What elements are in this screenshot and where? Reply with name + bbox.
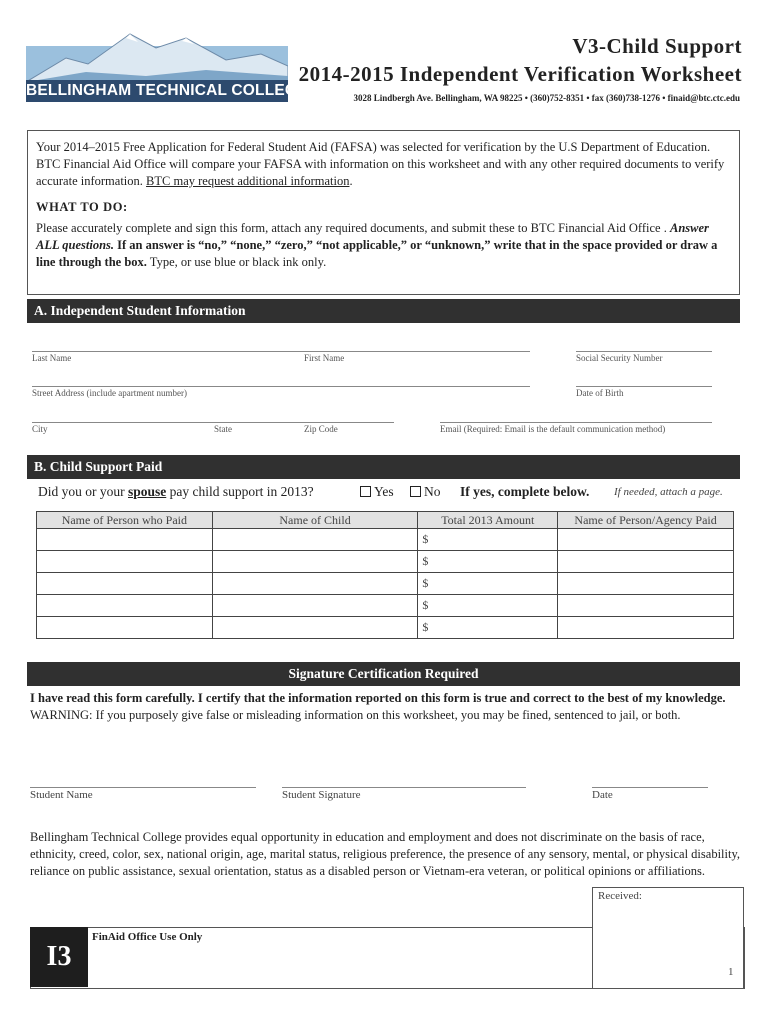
form-code-badge: I3	[30, 927, 88, 987]
last-name-label: Last Name	[32, 353, 72, 363]
student-name-label: Student Name	[30, 789, 93, 801]
state-label: State	[214, 424, 232, 434]
ssn-line[interactable]	[576, 351, 712, 352]
what-to-do-text: Please accurately complete and sign this form, attach any required documents, and submit these to BTC Financial Aid Office .	[36, 221, 670, 235]
column-header: Name of Person who Paid	[37, 512, 213, 529]
no-option[interactable]	[410, 484, 441, 500]
section-a-header: A. Independent Student Information	[27, 299, 740, 323]
child-name-cell[interactable]	[212, 551, 418, 573]
payer-name-cell[interactable]	[37, 617, 213, 639]
if-yes-instruction: If yes, complete below.	[460, 484, 590, 499]
table-row	[37, 551, 734, 573]
table-row	[37, 595, 734, 617]
ink-note: Type, or use blue or black ink only.	[146, 255, 327, 269]
answer-rules: If an answer is “no,” “none,” “zero,” “not applicable,” or “unknown,” write that in the space provided or draw a line through the box.	[36, 238, 718, 269]
office-use-label: FinAid Office Use Only	[92, 931, 203, 943]
payer-name-cell[interactable]	[37, 529, 213, 551]
office-address: 3028 Lindbergh Ave. Bellingham, WA 98225 • (360)752-8351 • fax (360)738-1276 • finaid@btc.ctc.edu	[353, 93, 740, 103]
intro-period: .	[349, 174, 353, 188]
agency-cell[interactable]	[558, 529, 734, 551]
received-label: Received:	[598, 890, 642, 902]
page-number: 1	[728, 966, 734, 978]
child-name-cell[interactable]	[212, 617, 418, 639]
yes-label: Yes	[374, 484, 394, 499]
child-support-question	[38, 484, 314, 500]
child-support-table	[36, 511, 734, 639]
table-row	[37, 529, 734, 551]
date-line[interactable]	[592, 787, 708, 788]
date-label: Date	[592, 789, 613, 801]
agency-cell[interactable]	[558, 617, 734, 639]
received-stamp-box	[592, 887, 744, 989]
question-text-end: pay child support in 2013?	[166, 484, 314, 499]
amount-cell[interactable]: $	[418, 595, 558, 617]
amount-cell[interactable]: $	[418, 573, 558, 595]
signature-section-header: Signature Certification Required	[27, 662, 740, 686]
child-name-cell[interactable]	[212, 573, 418, 595]
question-text: Did you or your	[38, 484, 128, 499]
last-first-name-line[interactable]	[32, 351, 530, 352]
payer-name-cell[interactable]	[37, 595, 213, 617]
column-header: Total 2013 Amount	[418, 512, 558, 529]
agency-cell[interactable]	[558, 551, 734, 573]
child-name-cell[interactable]	[212, 529, 418, 551]
yes-checkbox[interactable]	[360, 486, 371, 497]
what-to-do-heading: WHAT TO DO:	[36, 200, 128, 214]
mountain-logo-graphic	[26, 28, 288, 82]
attach-page-note: If needed, attach a page.	[614, 486, 723, 498]
street-address-label: Street Address (include apartment number)	[32, 388, 187, 398]
student-name-line[interactable]	[30, 787, 256, 788]
street-address-line[interactable]	[32, 386, 530, 387]
payer-name-cell[interactable]	[37, 551, 213, 573]
intro-text: Your 2014–2015 Free Application for Federal Student Aid (FAFSA) was selected for verification by the U.S Department of Education. BTC Financial Aid Office will compare your FAFSA with information on this worksheet and with any other required documents to verify accurate information.	[36, 140, 725, 188]
amount-cell[interactable]: $	[418, 617, 558, 639]
additional-info-note: BTC may request additional information	[146, 174, 350, 188]
yes-option[interactable]	[360, 484, 394, 500]
certification-warning: WARNING: If you purposely give false or misleading information on this worksheet, you may be fined, sentenced to jail, or both.	[30, 708, 681, 722]
answer-all-note: Answer ALL questions.	[36, 221, 709, 252]
equal-opportunity-statement: Bellingham Technical College provides equal opportunity in education and employment and does not discriminate on the basis of race, ethnicity, creed, color, sex, national origin, age, marital status, religious preference, the presence of any sensory, mental, or physical disability, reliance on public assistance, sexual orientation, status as a disabled person or Vietnam-era veteran, or political opinions or affiliations.	[30, 830, 741, 878]
intro-paragraph	[36, 139, 731, 190]
zip-label: Zip Code	[304, 424, 338, 434]
logo-text: BELLINGHAM TECHNICAL COLLEGE	[26, 80, 288, 102]
form-title: V3-Child Support	[572, 34, 742, 58]
dob-line[interactable]	[576, 386, 712, 387]
table-header-row	[37, 512, 734, 529]
table-row	[37, 617, 734, 639]
no-checkbox[interactable]	[410, 486, 421, 497]
agency-cell[interactable]	[558, 573, 734, 595]
form-subtitle: 2014-2015 Independent Verification Worksheet	[298, 62, 742, 86]
table-row	[37, 573, 734, 595]
college-logo	[26, 28, 308, 104]
dob-label: Date of Birth	[576, 388, 624, 398]
amount-cell[interactable]: $	[418, 529, 558, 551]
amount-cell[interactable]: $	[418, 551, 558, 573]
email-label: Email (Required: Email is the default communication method)	[440, 424, 666, 434]
column-header: Name of Child	[212, 512, 418, 529]
ssn-label: Social Security Number	[576, 353, 663, 363]
first-name-label: First Name	[304, 353, 345, 363]
payer-name-cell[interactable]	[37, 573, 213, 595]
no-label: No	[424, 484, 441, 499]
instructions-box	[27, 130, 740, 295]
city-label: City	[32, 424, 48, 434]
email-line[interactable]	[440, 422, 712, 423]
spouse-word: spouse	[128, 484, 167, 499]
agency-cell[interactable]	[558, 595, 734, 617]
certification-bold: I have read this form carefully. I certify that the information reported on this form is true and correct to the best of my knowledge.	[30, 691, 726, 705]
certification-statement	[30, 690, 740, 724]
student-signature-line[interactable]	[282, 787, 526, 788]
student-signature-label: Student Signature	[282, 789, 361, 801]
child-name-cell[interactable]	[212, 595, 418, 617]
section-b-header: B. Child Support Paid	[27, 455, 740, 479]
column-header: Name of Person/Agency Paid	[558, 512, 734, 529]
city-state-zip-line[interactable]	[32, 422, 394, 423]
what-to-do-paragraph	[36, 220, 731, 271]
